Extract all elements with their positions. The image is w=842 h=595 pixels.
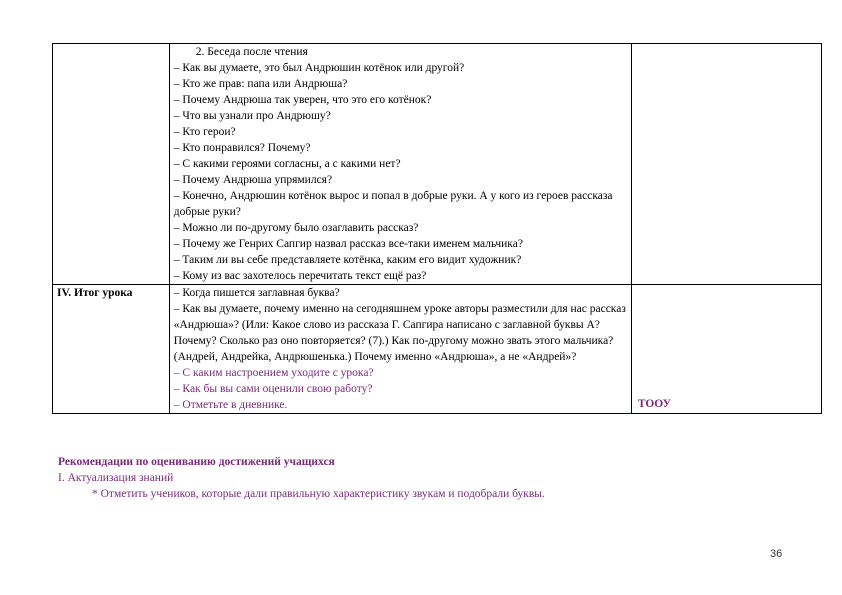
stage-title: IV. Итог урока [57, 287, 133, 299]
list-item: – С какими героями согласны, а с какими нет? [173, 158, 401, 170]
content-cell [169, 44, 631, 285]
list-item: – Конечно, Андрюшин котёнок вырос и попал в добрые руки. А у кого из героев рассказа добрые руки? [173, 190, 613, 218]
list-item: – Кому из вас захотелось перечитать текст ещё раз? [173, 270, 427, 282]
tooy-label: ТООУ [637, 398, 672, 410]
recommendations-heading: Рекомендации по оцениванию достижений учащихся [58, 456, 335, 468]
table-row [53, 285, 822, 414]
section-title: I. Актуализация знаний [58, 472, 174, 484]
note-text: * Отметить учеников, которые дали правильную характеристику звукам и подобрали буквы. [92, 488, 545, 500]
table-row [53, 44, 822, 285]
notes-cell [631, 44, 821, 285]
list-item: – Можно ли по-другому было озаглавить рассказ? [173, 222, 419, 234]
list-item: – Почему Андрюша упрямился? [173, 174, 333, 186]
stage-cell [53, 285, 170, 414]
list-item: – Кто герои? [173, 126, 236, 138]
list-item: – Что вы узнали про Андрюшу? [173, 110, 331, 122]
list-item: – Когда пишется заглавная буква? [173, 287, 340, 299]
list-item: – С каким настроением уходите с урока? [173, 367, 374, 379]
lesson-table [52, 43, 822, 414]
list-item: – Как вы думаете, почему именно на сегодняшнем уроке авторы разместили для нас рассказ «Андрюша»? (Или: Какое слово из рассказа Г. Сапгира написано с заглавной буквы А? Почему? Сколько раз оно повторяется? (7).) Как по-другому можно звать этого мальчика? (Андрей, Андрейка, Андрюшенька.) Почему именно «Андрюша», а не «Андрей»? [173, 303, 626, 363]
list-item: – Кто понравился? Почему? [173, 142, 311, 154]
list-item: – Почему же Генрих Сапгир назвал рассказ все-таки именем мальчика? [173, 238, 523, 250]
list-item: – Как бы вы сами оценили свою работу? [173, 383, 373, 395]
notes-cell [631, 285, 821, 414]
content-cell [169, 285, 631, 414]
section-heading: 2. Беседа после чтения [195, 46, 308, 58]
page-number: 36 [770, 548, 783, 560]
stage-cell [53, 44, 170, 285]
list-item: – Кто же прав: папа или Андрюша? [173, 78, 348, 90]
list-item: – Таким ли вы себе представляете котёнка, каким его видит художник? [173, 254, 522, 266]
list-item: – Как вы думаете, это был Андрюшин котёнок или другой? [173, 62, 465, 74]
list-item: – Отметьте в дневнике. [173, 399, 288, 411]
list-item: – Почему Андрюша так уверен, что это его котёнок? [173, 94, 432, 106]
